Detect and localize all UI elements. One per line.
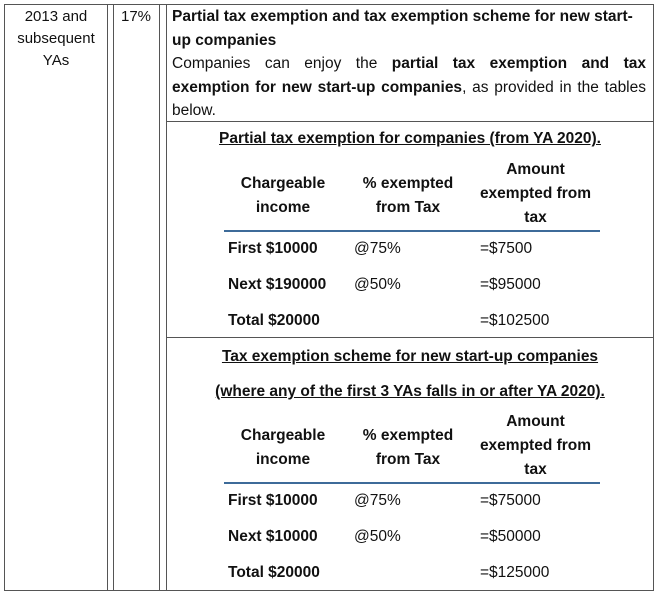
table1-row-pct: @75% (354, 240, 401, 257)
column-divider (113, 4, 114, 591)
year-of-assessment-cell: 2013 and subsequent YAs (17, 8, 95, 69)
table2-subtitle: (where any of the first 3 YAs falls in or after YA 2020). (215, 383, 605, 400)
body-bold-text: partial tax exemption and tax exemption for new start-up companies (172, 55, 646, 96)
column-divider (159, 4, 160, 591)
table2-header-income: Chargeable income (240, 427, 326, 468)
table2-row-amount: =$75000 (480, 492, 541, 509)
table2-row-pct: @75% (354, 492, 401, 509)
table1-row-label: Total $20000 (228, 312, 320, 329)
description-heading: Partial tax exemption and tax exemption scheme for new start-up companies (172, 8, 633, 49)
table1-header-income: Chargeable income (240, 175, 326, 216)
table2-header-pct: % exempted from Tax (362, 427, 454, 468)
description-body (172, 52, 646, 123)
tax-rate-cell: 17% (120, 8, 152, 25)
body-text-end: , as provided in the tables below. (172, 78, 647, 119)
body-text: Companies can enjoy the (172, 55, 392, 72)
table2-title: Tax exemption scheme for new start-up companies (221, 348, 599, 365)
table1-header-amount: Amount exempted from tax (479, 161, 592, 226)
table1-row-amount: =$102500 (480, 312, 550, 329)
table2-row-label: First $10000 (228, 492, 318, 509)
column-divider (166, 4, 167, 591)
table1-title: Partial tax exemption for companies (from YA 2020). (219, 130, 601, 147)
table1-row-label: Next $190000 (228, 276, 327, 293)
table2-row-label: Total $20000 (228, 564, 320, 581)
table1-header-pct: % exempted from Tax (362, 175, 454, 216)
column-divider (107, 4, 108, 591)
table1-row-amount: =$7500 (480, 240, 533, 257)
row-divider (166, 337, 654, 338)
description-cell (172, 5, 646, 123)
table2-row-amount: =$125000 (480, 564, 550, 581)
table2-row-amount: =$50000 (480, 528, 541, 545)
table2-row-pct: @50% (354, 528, 401, 545)
table2-header-amount: Amount exempted from tax (479, 413, 592, 478)
table1-header-rule (224, 230, 600, 232)
table2-row-label: Next $10000 (228, 528, 318, 545)
table1-row-label: First $10000 (228, 240, 318, 257)
table1-row-pct: @50% (354, 276, 401, 293)
table2-header-rule (224, 482, 600, 484)
table1-row-amount: =$95000 (480, 276, 541, 293)
